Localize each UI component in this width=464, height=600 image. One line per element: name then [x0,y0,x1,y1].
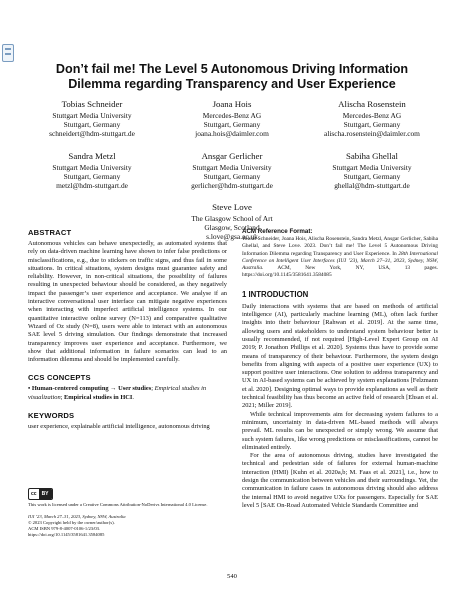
license-block [28,482,227,538]
abstract-heading: ABSTRACT [28,228,72,237]
author-row-1 [22,99,442,138]
license-text: This work is licensed under a Creative Commons Attribution-NoDerivs International 4.0 License. [28,502,208,507]
ccs-italic: Empirical studies in visualization [28,385,207,401]
keywords-heading: KEYWORDS [28,411,75,421]
author-card [302,99,442,138]
venue-text: IUI ’23, March 27–31, 2023, Sydney, NSW, Australia [28,514,126,519]
author-name: Sabiha Ghellal [345,151,399,161]
ccs-end: . [132,393,135,401]
author-org: Stuttgart Media University [52,163,132,172]
by-label: BY [39,489,52,499]
author-email[interactable]: alischa.rosenstein@daimler.com [324,129,420,138]
author-city: Stuttgart, Germany [63,172,121,181]
author-name: Tobias Schneider [61,99,123,109]
author-org: Stuttgart Media University [52,111,132,120]
ccs-heading: CCS CONCEPTS [28,373,91,383]
acm-reference-heading: ACM Reference Format: [242,228,313,235]
license-doi[interactable]: https://doi.org/10.1145/3581641.3584085 [28,532,105,537]
ccs-sep: ; [60,393,65,401]
author-email[interactable]: gerlicher@hdm-stuttgart.de [191,181,273,190]
author-name: Sandra Metzl [68,151,116,161]
author-city: Stuttgart, Germany [203,172,261,181]
ccs-section [28,373,227,402]
cc-by-license-icon[interactable] [28,488,53,500]
cc-label: cc [31,491,37,497]
left-column [28,228,227,431]
author-org: Mercedes-Benz AG [202,111,262,120]
ccs-sep: ; [151,385,155,393]
author-card [162,99,302,138]
author-org: The Glasgow School of Art [191,214,273,223]
license-copyright: © 2023 Copyright held by the owner/author(s). [28,520,115,525]
author-city: Stuttgart, Germany [343,120,401,129]
license-isbn: ACM ISBN 979-8-4007-0106-1/23/03. [28,526,101,531]
author-org: Stuttgart Media University [192,163,272,172]
author-card [302,151,442,190]
author-name: Steve Love [212,202,252,212]
paper-title: Don’t fail me! The Level 5 Autonomous Driving Information Dilemma regarding Transparency and User Experience [55,62,409,91]
intro-paragraph-1: Daily interactions with systems that are based on methods of artificial intelligence (AI), particularly machine learning (ML), often lack further insights into their behaviour [Rahwan et al. 2019]. At the same time, allowing users and stakeholders to understand system behaviour better is usually recommended, if not required [High-Level Expert Group on AI 2019; P. Jonathon Phillips et al. 2020]. Systems thus have to provide some means of transparency of their behaviour. Furthermore, the system design benefits from aligning with aspects of a positive user experience (UX) to support positive user interactions. One solution to address transparency and UX in AI-based systems can be achieved by system explanations [Felzmann et al. 2020]. Designing optimal ways to provide explanations as well as their technical feasibility has thus become an active field of research [Ehsan et al. 2021; Miller 2019]. [242,302,438,410]
ccs-primary: • Human-centered computing → User studies [28,385,152,393]
acm-ref-venue: 28th International Conference on Intelligent User Interfaces (IUI ’23), March 27–31, 2023, Sydney, NSW, Australia. [242,250,438,272]
acm-reference [242,228,438,280]
author-email[interactable]: schneidert@hdm-stuttgart.de [49,129,135,138]
author-org: Stuttgart Media University [332,163,412,172]
acm-ref-end: ACM, New York, NY, USA, 13 pages. https://doi.org/10.1145/3581641.3584085 [242,265,438,279]
acm-ref-start: Tobias Schneider, Joana Hois, Alischa Rosenstein, Sandra Metzl, Ansgar Gerlicher, Sabiha Ghellal, and Steve Love. 2023. Don’t fail me! The Level 5 Autonomous Driving Information Dilemma regarding Transparency and User Experience. In [242,236,438,257]
author-email[interactable]: s.love@gsa.ac.uk [206,232,258,241]
author-city: Stuttgart, Germany [343,172,401,181]
author-name: Joana Hois [212,99,252,109]
bookmark-icon[interactable] [2,44,14,62]
author-city: Stuttgart, Germany [203,120,261,129]
author-city: Glasgow, Scotland [204,223,260,232]
author-row-2 [22,151,442,190]
author-name: Ansgar Gerlicher [201,151,263,161]
author-card [162,151,302,190]
author-city: Stuttgart, Germany [63,120,121,129]
abstract-section [28,228,227,364]
page-number: 540 [227,573,237,580]
intro-paragraph-2: While technical improvements aim for decreasing system failures to a minimum, uncertainty in data-driven ML-based methods will always prevail. ML results can be unexpected or simply wrong. We assume that such system failures, like wrong predictions or misclassifications, cannot be eliminated entirely. [242,410,438,451]
right-column [242,228,438,510]
author-card [22,151,162,190]
keywords-section [28,411,227,431]
keywords-text: user experience, explainable artificial intelligence, autonomous driving [28,423,210,431]
author-block [22,99,442,241]
introduction-heading: 1 INTRODUCTION [242,289,309,299]
acm-reference-text [242,236,438,280]
author-org: Mercedes-Benz AG [342,111,402,120]
ccs-concepts [28,385,227,402]
author-name: Alischa Rosenstein [338,99,406,109]
author-card [22,99,162,138]
author-email[interactable]: joana.hois@daimler.com [195,129,269,138]
author-email[interactable]: metzl@hdm-stuttgart.de [56,181,128,190]
ccs-secondary: Empirical studies in HCI [64,393,133,401]
author-email[interactable]: ghellal@hdm-stuttgart.de [334,181,410,190]
intro-paragraph-3: For the area of autonomous driving, studies have investigated the technical and pedestrian side of failures for external human-machine interaction (HMI) [Kuhn et al. 2020a,b; M. Faas et al. 2021], i.e., how to design the communication between vehicles and their surroundings. Yet, the communication in failure cases in autonomous driving should also address the internal HMI to avoid negative UXs for passengers. Especially for SAE level 5 [SAE On-Road Automated Vehicle Standards Committee and [242,452,438,509]
abstract-text: Autonomous vehicles can behave unexpectedly, as automated systems that rely on data-driven machine learning have shown to infer false predictions or misclassifications, e.g., due to stickers on traffic signs, and thus fail in some situations. In critical situations, system designs must guarantee safety and reliability. However, in non-critical situations, the possibility of failures resulting in unexpected behaviour should be considered, as they negatively impact the passenger’s user experience and acceptance. We analyse if an interactive conversational user interface can mitigate negative experiences when interacting with imperfect artificial intelligence systems. In our quantitative interactive online survey (N=113) and comparative qualitative Wizard of Oz study (N=8), users were able to interact with an autonomous SAE level 5 driving simulation. Our findings demonstrate that increased transparency improves user experience and acceptance. Furthermore, we show that additional information in failure scenarios can lead to an information dilemma and should be implemented carefully. [28,240,227,364]
introduction-section [242,290,438,510]
